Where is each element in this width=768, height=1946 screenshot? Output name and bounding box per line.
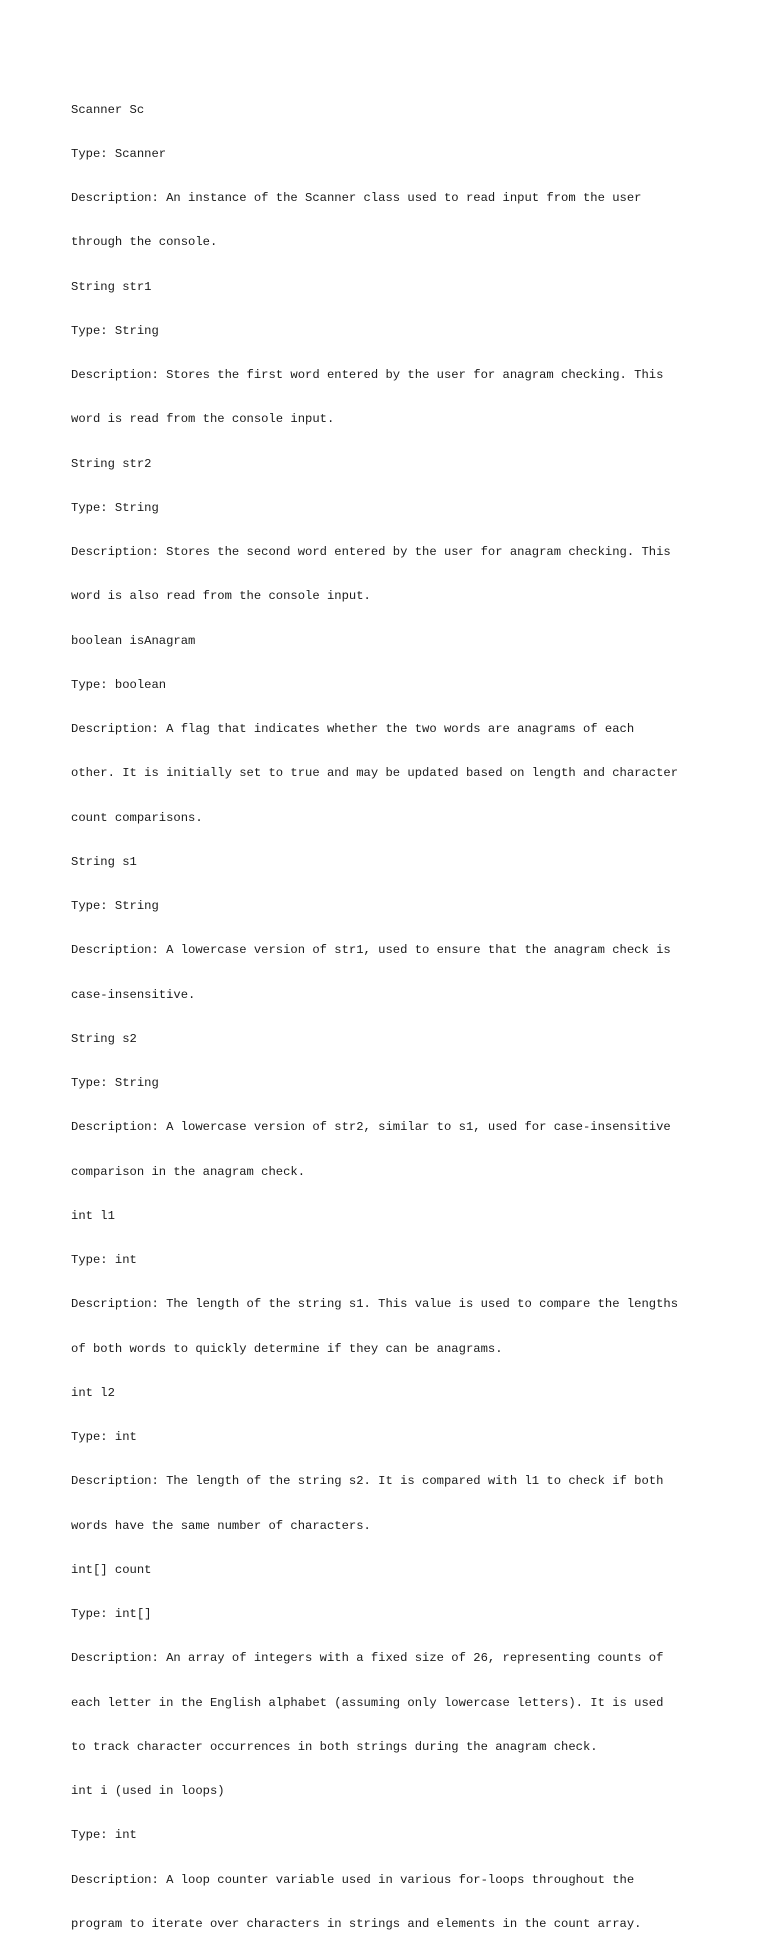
description-line: Description: The length of the string s2. It is compared with l1 to check if both [71, 1474, 664, 1489]
description-line: Description: A lowercase version of str2, similar to s1, used for case-insensitive [71, 1120, 671, 1135]
variable-name-line: int i (used in loops) [71, 1784, 225, 1798]
description-line: through the console. [71, 235, 218, 250]
type-line: Type: String [71, 323, 159, 338]
variable-name-line: String str2 [71, 456, 152, 471]
type-line: Type: int [71, 1430, 137, 1444]
variable-name-line: String s1 [71, 854, 137, 869]
description-line: Description: An instance of the Scanner class used to read input from the user [71, 191, 642, 205]
variable-name-line: Scanner Sc [71, 102, 145, 117]
description-line: Description: Stores the first word entered by the user for anagram checking. This [71, 368, 664, 382]
variable-name-line: boolean isAnagram [71, 633, 196, 648]
variable-name-line: String str1 [71, 279, 152, 294]
variable-name-line: int l2 [71, 1385, 115, 1400]
description-line: each letter in the English alphabet (assuming only lowercase letters). It is used [71, 1695, 664, 1710]
type-line: Type: boolean [71, 677, 167, 692]
type-line: Type: int [71, 1253, 137, 1267]
description-line: word is read from the console input. [71, 412, 335, 427]
variable-name-line: int[] count [71, 1562, 152, 1577]
description-line: word is also read from the console input. [71, 589, 371, 604]
document-body [71, 73, 731, 1946]
description-line: Description: An array of integers with a fixed size of 26, representing counts of [71, 1651, 664, 1666]
description-line: words have the same number of characters. [71, 1518, 371, 1533]
description-line: Description: A flag that indicates whether the two words are anagrams of each [71, 722, 635, 736]
type-line: Type: String [71, 500, 159, 515]
type-line: Type: String [71, 1076, 159, 1090]
type-line: Type: Scanner [71, 146, 167, 161]
description-line: of both words to quickly determine if they can be anagrams. [71, 1341, 503, 1356]
description-line: count comparisons. [71, 810, 203, 825]
type-line: Type: int [71, 1828, 137, 1843]
variable-name-line: int l1 [71, 1208, 115, 1223]
description-line: Description: A loop counter variable used in various for-loops throughout the [71, 1872, 635, 1887]
description-line: Description: Stores the second word entered by the user for anagram checking. This [71, 545, 671, 559]
description-line: program to iterate over characters in strings and elements in the count array. [71, 1916, 642, 1931]
description-line: Description: The length of the string s1. This value is used to compare the lengths [71, 1297, 679, 1312]
description-line: Description: A lowercase version of str1, used to ensure that the anagram check is [71, 943, 671, 958]
description-line: to track character occurrences in both strings during the anagram check. [71, 1739, 598, 1754]
description-line: case-insensitive. [71, 987, 196, 1002]
type-line: Type: int[] [71, 1607, 152, 1621]
description-line: comparison in the anagram check. [71, 1164, 306, 1179]
description-line: other. It is initially set to true and may be updated based on length and character [71, 766, 679, 781]
type-line: Type: String [71, 899, 159, 913]
variable-name-line: String s2 [71, 1031, 137, 1046]
